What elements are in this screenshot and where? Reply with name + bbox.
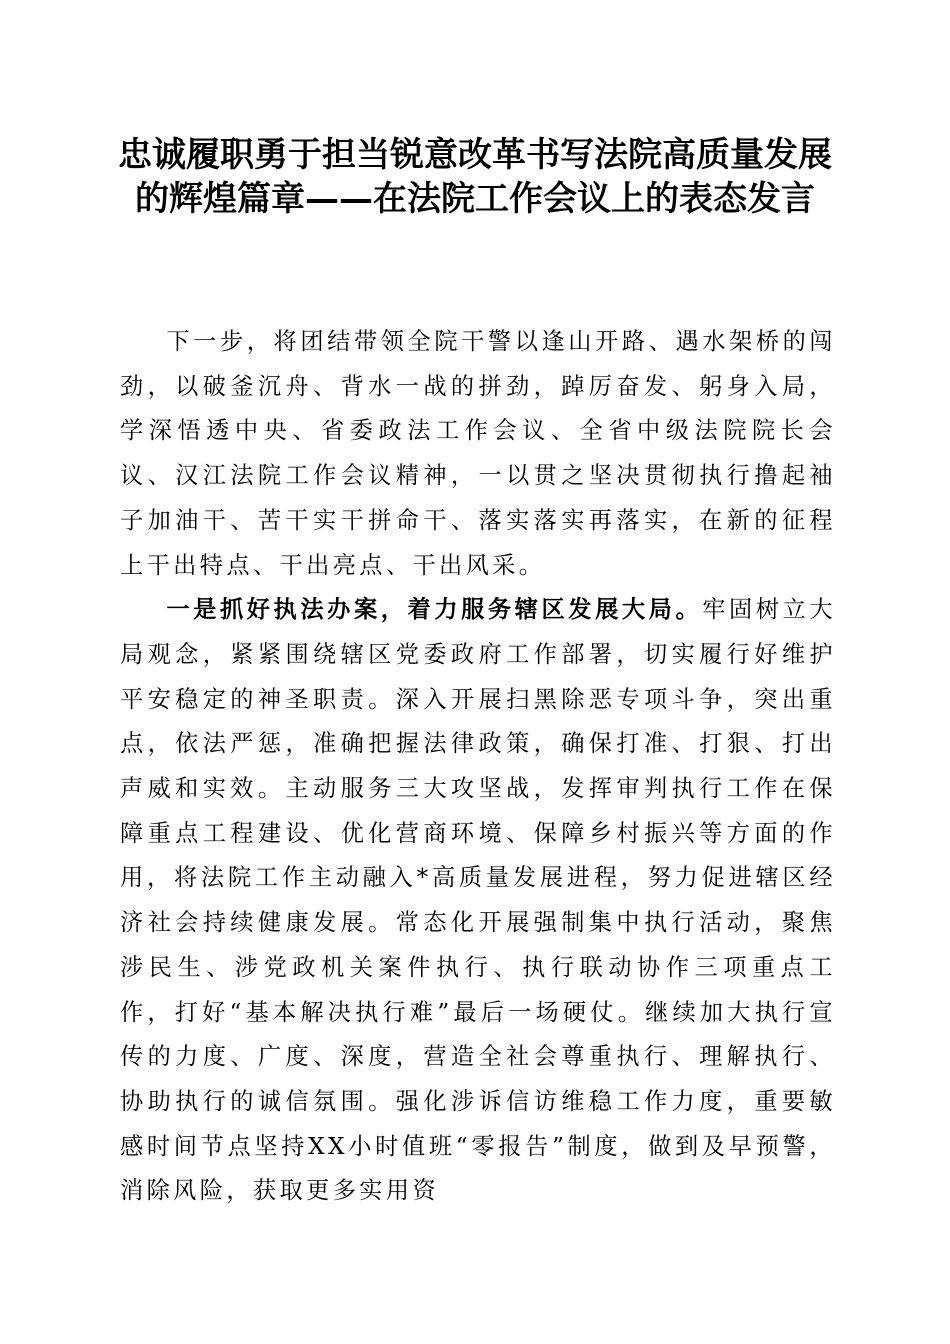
paragraph-text: 下一步，将团结带领全院干警以逢山开路、遇水架桥的闯劲，以破釜沉舟、背水一战的拼劲，踔厉奋发、躬身入局，学深悟透中央、省委政法工作会议、全省中级法院院长会议、汉江法院工作会议精神，一以贯之坚决贯彻执行撸起袖子加油干、苦干实干拼命干、落实落实再落实，在新的征程上干出特点、干出亮点、干出风采。 [120,328,836,579]
document-body [120,320,836,1214]
paragraph-text: 牢固树立大局观念，紧紧围绕辖区党委政府工作部署，切实履行好维护平安稳定的神圣职责。深入开展扫黑除恶专项斗争，突出重点，依法严惩，准确把握法律政策，确保打准、打狠、打出声威和实效。主动服务三大攻坚战，发挥审判执行工作在保障重点工程建设、优化营商环境、保障乡村振兴等方面的作用，将法院工作主动融入*高质量发展进程，努力促进辖区经济社会持续健康发展。常态化开展强制集中执行活动，聚焦涉民生、涉党政机关案件执行、执行联动协作三项重点工作，打好“基本解决执行难”最后一场硬仗。继续加大执行宣传的力度、广度、深度，营造全社会尊重执行、理解执行、协助执行的诚信氛围。强化涉诉信访维稳工作力度，重要敏感时间节点坚持XX小时值班“零报告”制度，做到及早预警，消除风险，获取更多实用资 [120,596,837,1205]
paragraph-next-steps [120,320,836,588]
document-title: 忠诚履职勇于担当锐意改革书写法院高质量发展的辉煌篇章——在法院工作会议上的表态发言 [118,135,832,219]
paragraph-lead: 一是抓好执法办案，着力服务辖区发展大局。 [166,596,703,624]
paragraph-law-enforcement [120,588,836,1214]
